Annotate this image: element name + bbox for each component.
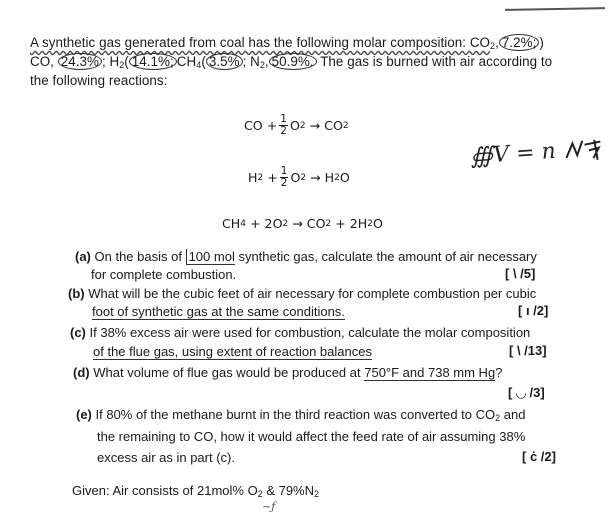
- question-b-line-1: (b) What will be the cubic feet of air necessary for complete combustion per cubic: [68, 286, 537, 301]
- co2-percent: 7.2%;: [499, 34, 540, 51]
- fraction-half: $\frac{1}{2}$: [280, 165, 288, 189]
- question-d-line-1: (d) What volume of flue gas would be produced at 750°F and 738 mm Hg?: [73, 365, 503, 380]
- intro-line-2: CO, 24.3% ; $H_2$( 14.1%; $CH_4$( 3.5% ; $N_2$, 50.9%. The gas is burned with air according to: [30, 54, 553, 70]
- fraction-half: $\frac{1}{2}$: [280, 113, 287, 137]
- scribble-icon: [562, 135, 606, 164]
- n2-percent: 50.9%.: [269, 53, 317, 70]
- h2-percent: 14.1%;: [129, 53, 177, 70]
- reaction-1: CO + $\frac{1}{2}$ O 2 → CO 2: [244, 113, 349, 137]
- intro-line-1: A synthetic gas generated from coal has the following molar composition: $CO_2$, 7.2%; ): [30, 35, 544, 51]
- boxed-100-mol: 100 mol: [186, 249, 235, 265]
- question-e-line-3: excess air as in part (c).: [97, 450, 235, 465]
- problem-statement: [30, 33, 590, 90]
- reaction-3: CH 4 + 2O 2 → CO 2 + 2H 2 O: [222, 216, 383, 231]
- question-c-line-1: (c) If 38% excess air were used for combustion, calculate the molar composition: [70, 325, 531, 340]
- reaction-2: H 2 + $\frac{1}{2}$ O 2 → H 2 O: [248, 165, 350, 189]
- question-d-marks: [ ◡ /3]: [508, 385, 545, 400]
- footer-scribble: ~ƒ: [262, 500, 276, 513]
- question-e-line-1: (e) If 80% of the methane burnt in the third reaction was converted to $CO_2$ and: [76, 407, 526, 423]
- question-a-line-1: (a) On the basis of 100 mol synthetic gas, calculate the amount of air necessary: [75, 249, 537, 264]
- question-a-line-2: for complete combustion.: [91, 267, 237, 282]
- question-b-marks: [ ı /2]: [518, 303, 549, 318]
- question-e-marks: [ ċ /2]: [522, 449, 556, 464]
- co-percent: 24.3%: [58, 53, 102, 70]
- ch4-percent: 3.5%: [206, 53, 243, 70]
- intro-text-1a: A synthetic gas generated from coal has the following molar composition: CO: [30, 35, 491, 50]
- given-air-composition: Given: Air consists of 21mol% $O_2$ & $79\%N_2$: [72, 483, 320, 499]
- question-a-marks: [ \ /5]: [505, 266, 536, 281]
- handwritten-note: ∰V = n: [469, 135, 605, 170]
- intro-line-3: the following reactions:: [30, 73, 168, 88]
- top-rule: [505, 7, 605, 11]
- question-c-marks: [ \ /13]: [509, 343, 547, 358]
- question-e-line-2: the remaining to CO, how it would affect the feed rate of air assuming 38%: [97, 429, 526, 444]
- question-c-line-2: of the flue gas, using extent of reaction balances: [93, 344, 372, 359]
- question-b-line-2: foot of synthetic gas at the same conditions.: [92, 304, 345, 319]
